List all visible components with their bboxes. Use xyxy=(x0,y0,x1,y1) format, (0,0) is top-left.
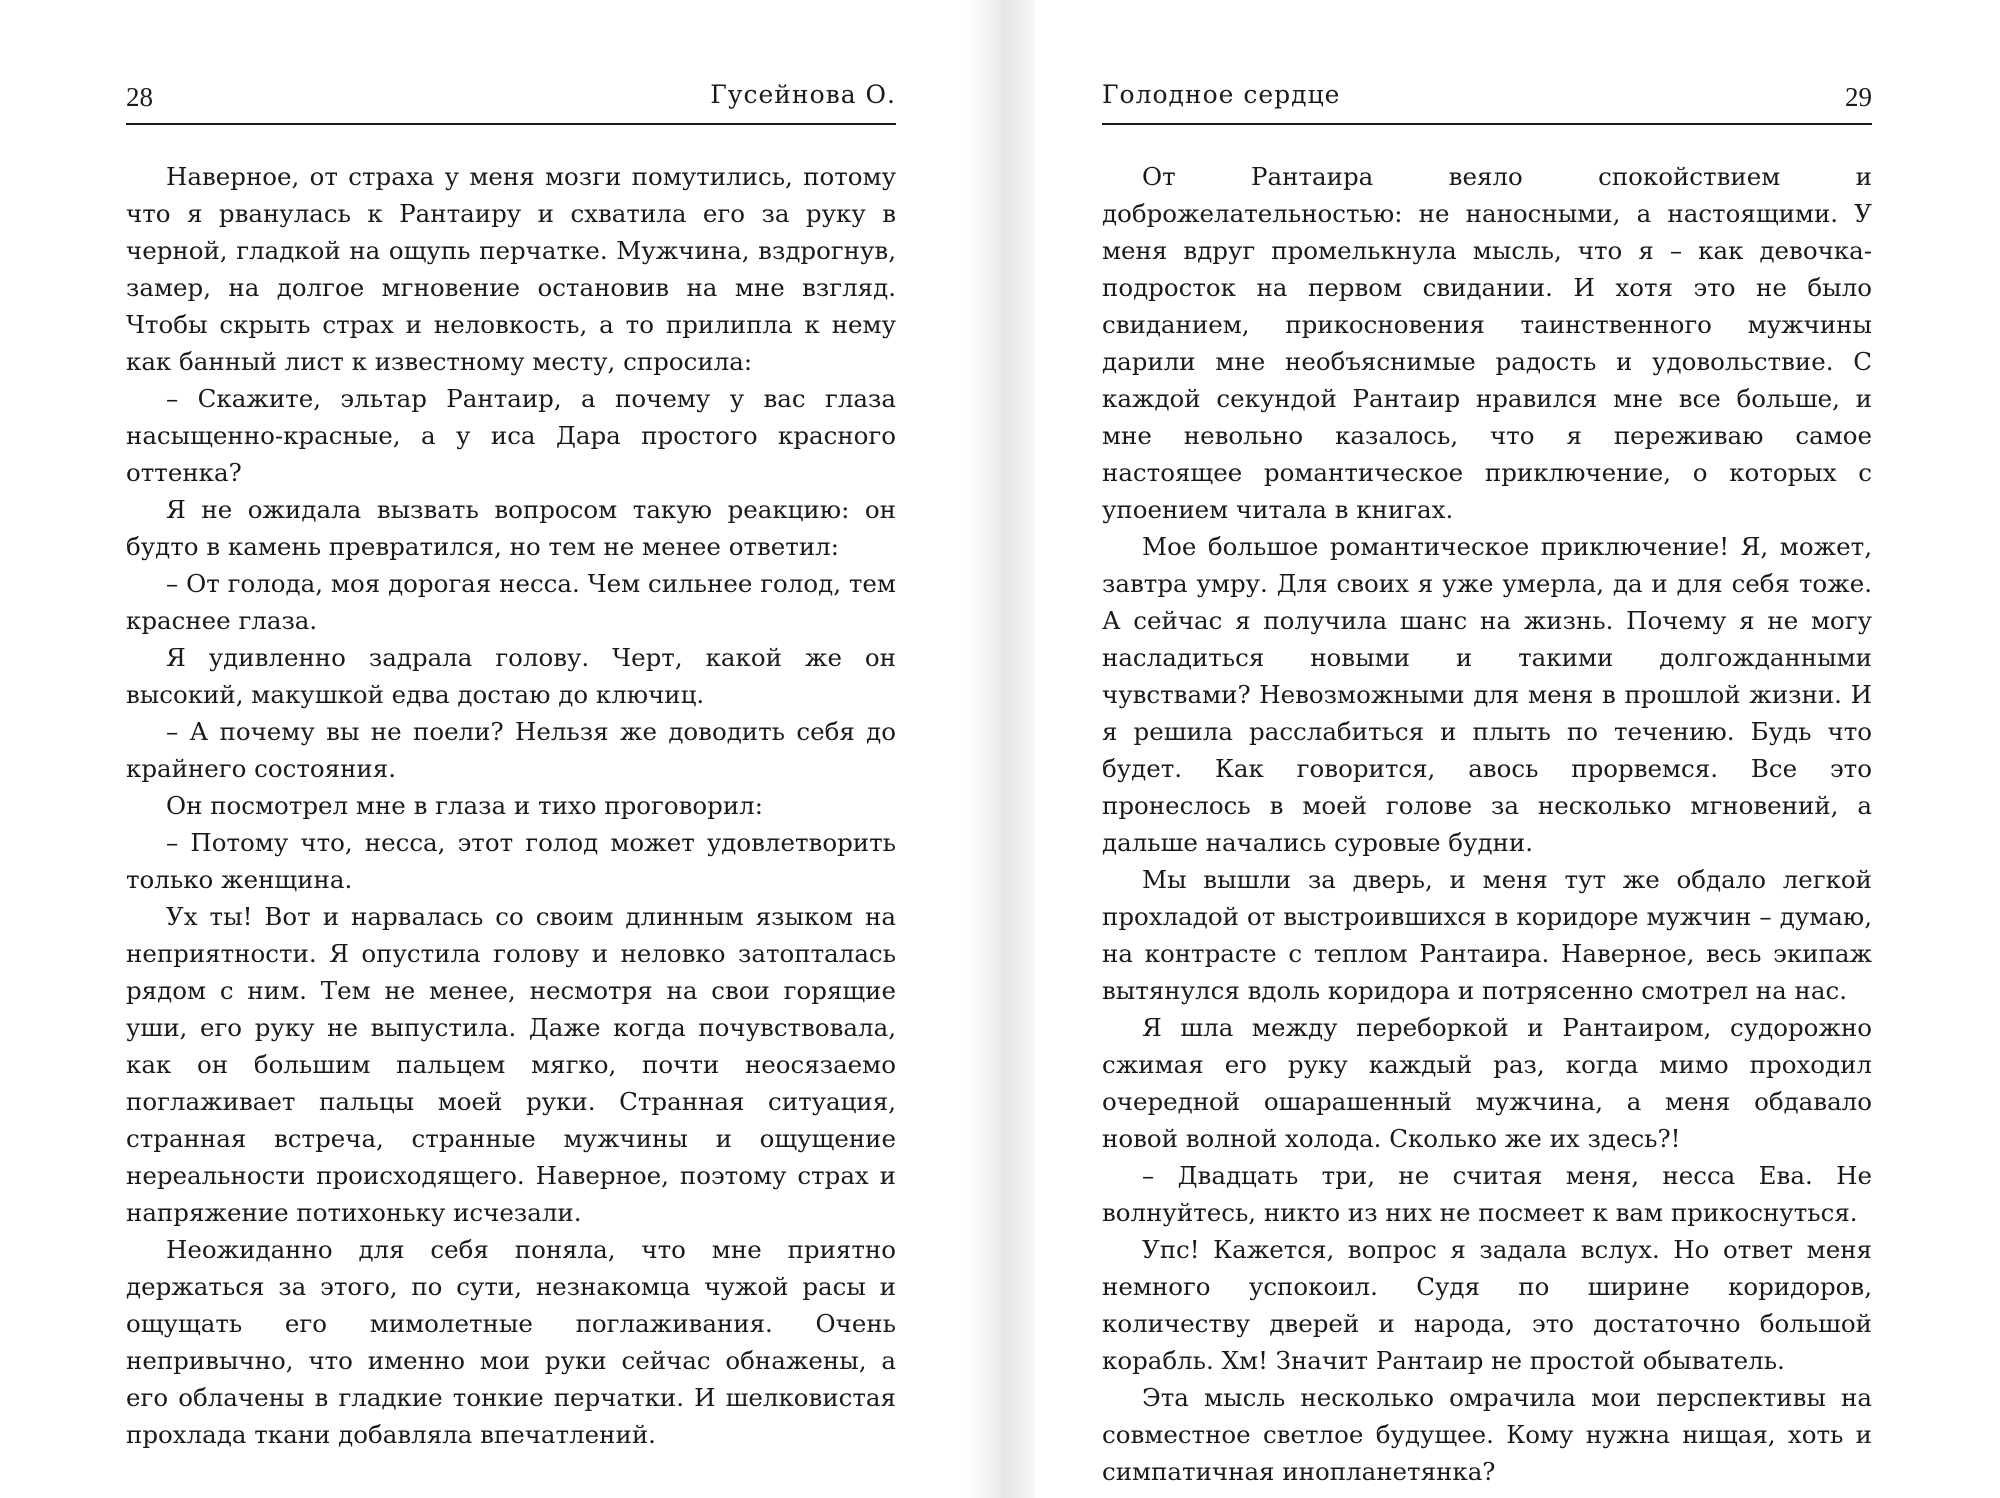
page-number: 28 xyxy=(126,82,153,112)
header-rule xyxy=(1102,123,1872,125)
paragraph: – А почему вы не поели? Нельзя же доводить себя до крайнего состояния. xyxy=(126,717,896,783)
right-page-text xyxy=(1102,158,1872,1490)
paragraph: Ух ты! Вот и нарвалась со своим длинным языком на неприятности. Я опустила голову и неловко затопталась рядом с ним. Тем не менее, несмотря на свои горящие уши, его руку не выпустила. Даже когда почувствовала, как он большим пальцем мягко, почти неосязаемо поглаживает пальцы моей руки. Странная ситуация, странная встреча, странные мужчины и ощущение нереальности происходящего. Наверное, поэтому страх и напряжение потихоньку исчезали. xyxy=(126,902,896,1227)
paragraph: Эта мысль несколько омрачила мои перспективы на совместное светлое будущее. Кому нужна нищая, хоть и симпатичная инопланетянка? xyxy=(1102,1383,1872,1486)
paragraph: Наверное, от страха у меня мозги помутились, потому что я рванулась к Рантаиру и схватила его за руку в черной, гладкой на ощупь перчатке. Мужчина, вздрогнув, замер, на долгое мгновение остановив на мне взгляд. Чтобы скрыть страх и неловкость, а то прилипла к нему как банный лист к известному месту, спросила: xyxy=(126,162,896,376)
paragraph: Я удивленно задрала голову. Черт, какой же он высокий, макушкой едва достаю до ключиц. xyxy=(126,643,896,709)
paragraph: Я шла между переборкой и Рантаиром, судорожно сжимая его руку каждый раз, когда мимо проходил очередной ошарашенный мужчина, а меня обдавало новой волной холода. Сколько же их здесь?! xyxy=(1102,1013,1872,1153)
right-page-header xyxy=(1102,78,1872,122)
paragraph: От Рантаира веяло спокойствием и доброжелательностью: не наносными, а настоящими. У меня вдруг промелькнула мысль, что я – как девочка-подросток на первом свидании. И хотя это не было свиданием, прикосновения таинственного мужчины дарили мне необъяснимые радость и удовольствие. С каждой секундой Рантаир нравился мне все больше, и мне невольно казалось, что я переживаю самое настоящее романтическое приключение, о которых с упоением читала в книгах. xyxy=(1102,162,1872,524)
book-gutter xyxy=(965,0,1035,1498)
running-head-title: Голодное сердце xyxy=(1102,80,1341,109)
left-page xyxy=(0,0,965,1498)
running-head-author: Гусейнова О. xyxy=(710,80,896,109)
paragraph: – От голода, моя дорогая несса. Чем сильнее голод, тем краснее глаза. xyxy=(126,569,896,635)
paragraph: – Двадцать три, не считая меня, несса Ева. Не волнуйтесь, никто из них не посмеет к вам прикоснуться. xyxy=(1102,1161,1872,1227)
paragraph: Мое большое романтическое приключение! Я, может, завтра умру. Для своих я уже умерла, да и для себя тоже. А сейчас я получила шанс на жизнь. Почему я не могу насладиться новыми и такими долгожданными чувствами? Невозможными для меня в прошлой жизни. И я решила расслабиться и плыть по течению. Будь что будет. Как говорится, авось прорвемся. Все это пронеслось в моей голове за несколько мгновений, а дальше начались суровые будни. xyxy=(1102,532,1872,857)
left-page-text xyxy=(126,158,896,1453)
right-page xyxy=(1035,0,2000,1498)
paragraph: – Скажите, эльтар Рантаир, а почему у вас глаза насыщенно-красные, а у иса Дара простого красного оттенка? xyxy=(126,384,896,487)
paragraph: Я не ожидала вызвать вопросом такую реакцию: он будто в камень превратился, но тем не менее ответил: xyxy=(126,495,896,561)
paragraph: Мы вышли за дверь, и меня тут же обдало легкой прохладой от выстроившихся в коридоре мужчин – думаю, на контрасте с теплом Рантаира. Наверное, весь экипаж вытянулся вдоль коридора и потрясенно смотрел на нас. xyxy=(1102,865,1872,1005)
paragraph: – Потому что, несса, этот голод может удовлетворить только женщина. xyxy=(126,828,896,894)
left-page-header xyxy=(126,78,896,122)
paragraph: Неожиданно для себя поняла, что мне приятно держаться за этого, по сути, незнакомца чужой расы и ощущать его мимолетные поглаживания. Очень непривычно, что именно мои руки сейчас обнажены, а его облачены в гладкие тонкие перчатки. И шелковистая прохлада ткани добавляла впечатлений. xyxy=(126,1235,896,1449)
paragraph: Он посмотрел мне в глаза и тихо проговорил: xyxy=(166,791,763,820)
page-number: 29 xyxy=(1845,82,1872,112)
header-rule xyxy=(126,123,896,125)
paragraph: Упс! Кажется, вопрос я задала вслух. Но ответ меня немного успокоил. Судя по ширине коридоров, количеству дверей и народа, это достаточно большой корабль. Хм! Значит Рантаир не простой обыватель. xyxy=(1102,1235,1872,1375)
